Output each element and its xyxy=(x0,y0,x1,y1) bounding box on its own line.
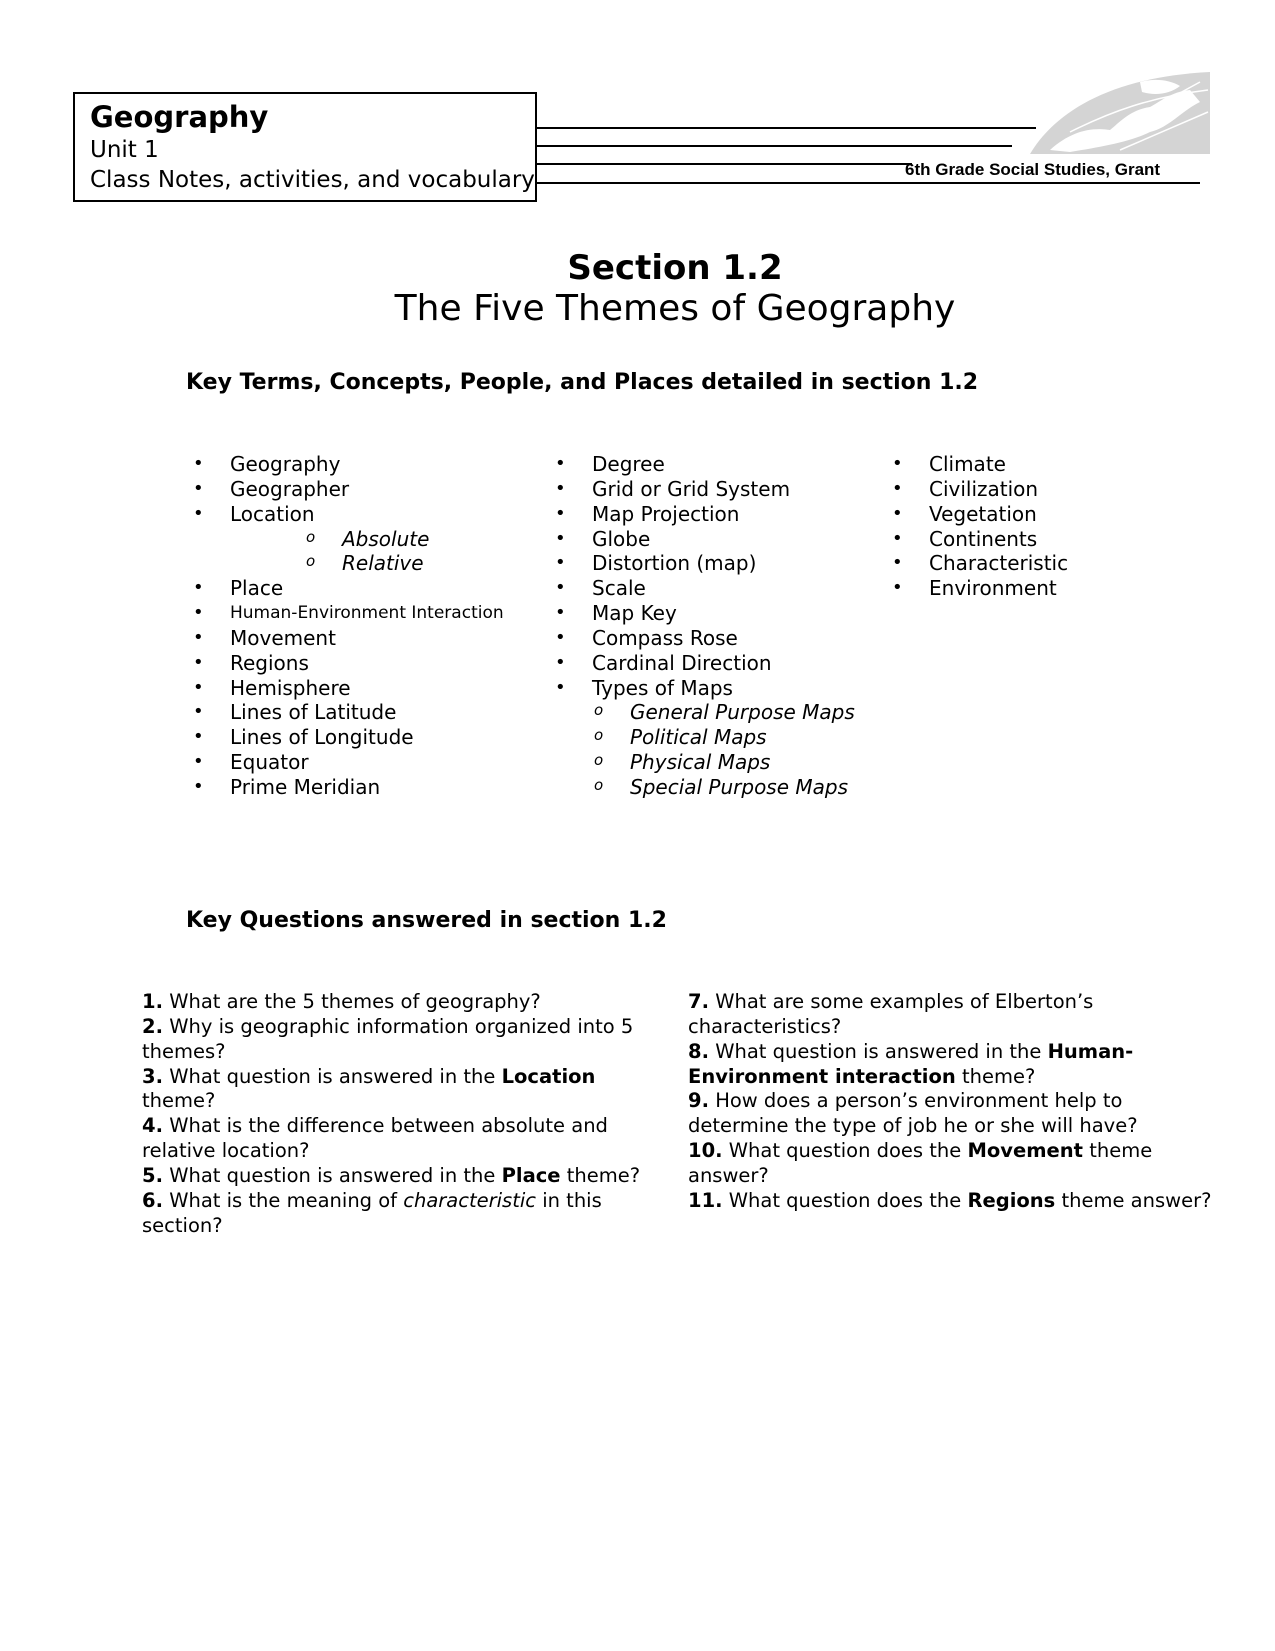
term-item: • Location xyxy=(193,501,315,526)
term-item: • Map Projection xyxy=(555,501,740,526)
term-subitem: o General Purpose Maps xyxy=(594,700,855,725)
term-item: • Lines of Latitude xyxy=(193,700,397,725)
question-item: 1. What are the 5 themes of geography? xyxy=(142,990,541,1013)
question-item: 2. Why is geographic information organized into 5 themes? xyxy=(142,1014,634,1063)
question-item: 7. What are some examples of Elberton’s characteristics? xyxy=(688,990,1094,1038)
section-title: The Five Themes of Geography xyxy=(394,288,956,329)
term-item: • Human-Environment Interaction xyxy=(193,602,504,624)
term-item: • Continents xyxy=(892,526,1038,551)
term-item: • Scale xyxy=(555,576,646,601)
term-item: • Types of Maps xyxy=(555,675,733,700)
questions-column-2 xyxy=(688,990,1218,1214)
term-item: • Globe xyxy=(555,526,651,551)
term-item: • Lines of Longitude xyxy=(193,725,414,750)
header-description: Class Notes, activities, and vocabulary xyxy=(90,167,535,193)
term-item: • Environment xyxy=(892,576,1057,601)
key-terms-column-3 xyxy=(892,452,1069,601)
term-item: • Place xyxy=(193,576,284,601)
term-subitem: o Absolute xyxy=(306,526,430,551)
term-item: • Climate xyxy=(892,452,1006,476)
key-terms-column-1 xyxy=(193,452,504,800)
globe-icon xyxy=(1030,72,1210,154)
key-terms-heading: Key Terms, Concepts, People, and Places detailed in section 1.2 xyxy=(186,370,979,395)
term-item: • Grid or Grid System xyxy=(555,476,791,501)
header-unit: Unit 1 xyxy=(90,137,159,163)
question-item: 10. What question does the Movement theme answer? xyxy=(688,1139,1153,1187)
key-terms-column-2 xyxy=(555,452,855,800)
term-subitem: o Special Purpose Maps xyxy=(594,774,849,799)
term-item: • Cardinal Direction xyxy=(555,650,772,675)
section-number: Section 1.2 xyxy=(567,248,783,288)
question-item: 6. What is the meaning of characteristic in this section? xyxy=(142,1188,602,1237)
questions-column-1 xyxy=(142,990,670,1238)
term-subitem: o Political Maps xyxy=(594,725,767,750)
term-item: • Civilization xyxy=(892,476,1039,501)
header-title: Geography xyxy=(90,100,269,134)
term-item: • Characteristic xyxy=(892,551,1069,576)
question-item: 5. What question is answered in the Place theme? xyxy=(142,1163,641,1187)
term-item: • Prime Meridian xyxy=(193,774,381,799)
question-item: 9. How does a person’s environment help to determine the type of job he or she will have? xyxy=(688,1089,1138,1138)
question-item: 3. What question is answered in the Location theme? xyxy=(142,1064,596,1113)
header-rule-2 xyxy=(537,145,1012,147)
course-label: 6th Grade Social Studies, Grant xyxy=(905,160,1161,179)
term-item: • Degree xyxy=(555,452,665,476)
question-item: 11. What question does the Regions theme answer? xyxy=(688,1188,1212,1212)
term-item: • Compass Rose xyxy=(555,625,738,650)
header-rule-1 xyxy=(537,127,1036,129)
term-item: • Equator xyxy=(193,750,309,775)
term-item: • Hemisphere xyxy=(193,675,351,700)
term-item: • Geography xyxy=(193,452,341,476)
question-item: 4. What is the difference between absolute and relative location? xyxy=(142,1114,608,1163)
term-item: • Geographer xyxy=(193,476,350,501)
term-item: • Map Key xyxy=(555,601,677,626)
term-item: • Regions xyxy=(193,650,309,675)
key-questions-heading: Key Questions answered in section 1.2 xyxy=(186,908,667,933)
term-item: • Movement xyxy=(193,625,336,650)
header-rule-4 xyxy=(537,182,1200,184)
term-item: • Vegetation xyxy=(892,501,1037,526)
term-item: • Distortion (map) xyxy=(555,551,757,576)
header-rule-3 xyxy=(537,163,912,165)
question-item: 8. What question is answered in the Human-Environment interaction theme? xyxy=(688,1039,1134,1088)
term-subitem: o Physical Maps xyxy=(594,750,771,775)
term-subitem: o Relative xyxy=(306,551,424,576)
